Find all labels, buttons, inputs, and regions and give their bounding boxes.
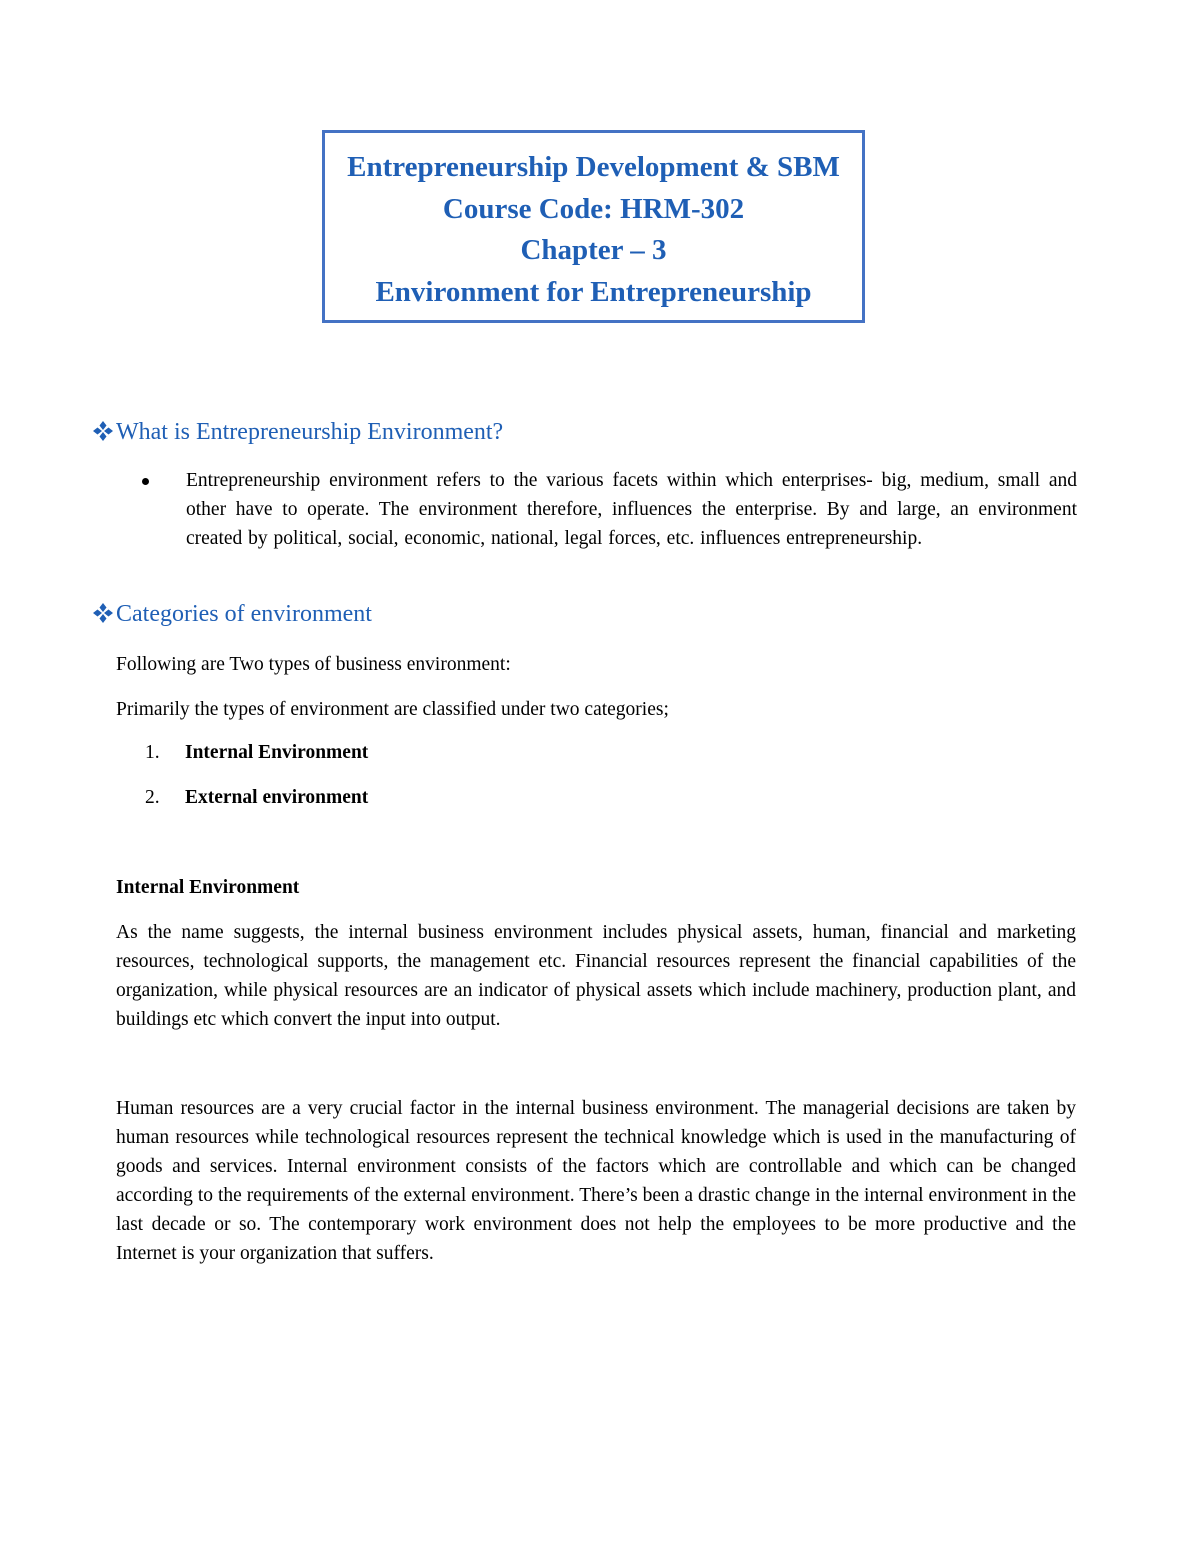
four-diamond-bullet-icon	[92, 602, 114, 624]
list-label: External environment	[185, 787, 369, 808]
section-heading-what-is	[92, 417, 503, 447]
bullet-text: Entrepreneurship environment refers to the various facets within which enterprises- big, medium, small and other have to operate. The environment therefore, influences the enterprise. By and large, an environment created by political, social, economic, national, legal forces, etc. influences entrepreneurship.	[186, 470, 1077, 549]
paragraph: Following are Two types of business environment:	[116, 654, 511, 675]
bullet-dot-icon	[142, 478, 149, 485]
document-title: Entrepreneurship Development & SBM	[347, 151, 840, 183]
bullet-item	[142, 466, 1077, 553]
list-number: 1.	[145, 742, 160, 763]
title-box	[322, 130, 865, 323]
chapter-number: Chapter – 3	[520, 234, 667, 266]
paragraph: Primarily the types of environment are classified under two categories;	[116, 699, 669, 720]
list-label: Internal Environment	[185, 742, 369, 763]
numbered-list-item	[145, 783, 368, 812]
paragraph: As the name suggests, the internal business environment includes physical assets, human, financial and marketing resources, technological supports, the management etc. Financial resources represent the financial capabilities of the organization, while physical resources are an indicator of physical assets which include machinery, production plant, and buildings etc which convert the input into output.	[116, 922, 1076, 1030]
numbered-list-item	[145, 738, 368, 767]
list-number: 2.	[145, 787, 160, 808]
subheading-internal-environment: Internal Environment	[116, 877, 300, 898]
course-code: Course Code: HRM-302	[442, 192, 745, 225]
section-heading-text: What is Entrepreneurship Environment?	[116, 419, 504, 445]
section-heading-text: Categories of environment	[116, 601, 372, 627]
four-diamond-bullet-icon	[92, 420, 114, 442]
section-heading-categories	[92, 599, 372, 629]
paragraph: Human resources are a very crucial factor in the internal business environment. The managerial decisions are taken by human resources while technological resources represent the technical knowledge which is used in the manufacturing of goods and services. Internal environment consists of the factors which are controllable and which can be changed according to the requirements of the external environment. There’s been a drastic change in the internal environment in the last decade or so. The contemporary work environment does not help the employees to be more productive and the Internet is your organization that suffers.	[116, 1098, 1076, 1264]
chapter-title: Environment for Entrepreneurship	[375, 275, 812, 308]
